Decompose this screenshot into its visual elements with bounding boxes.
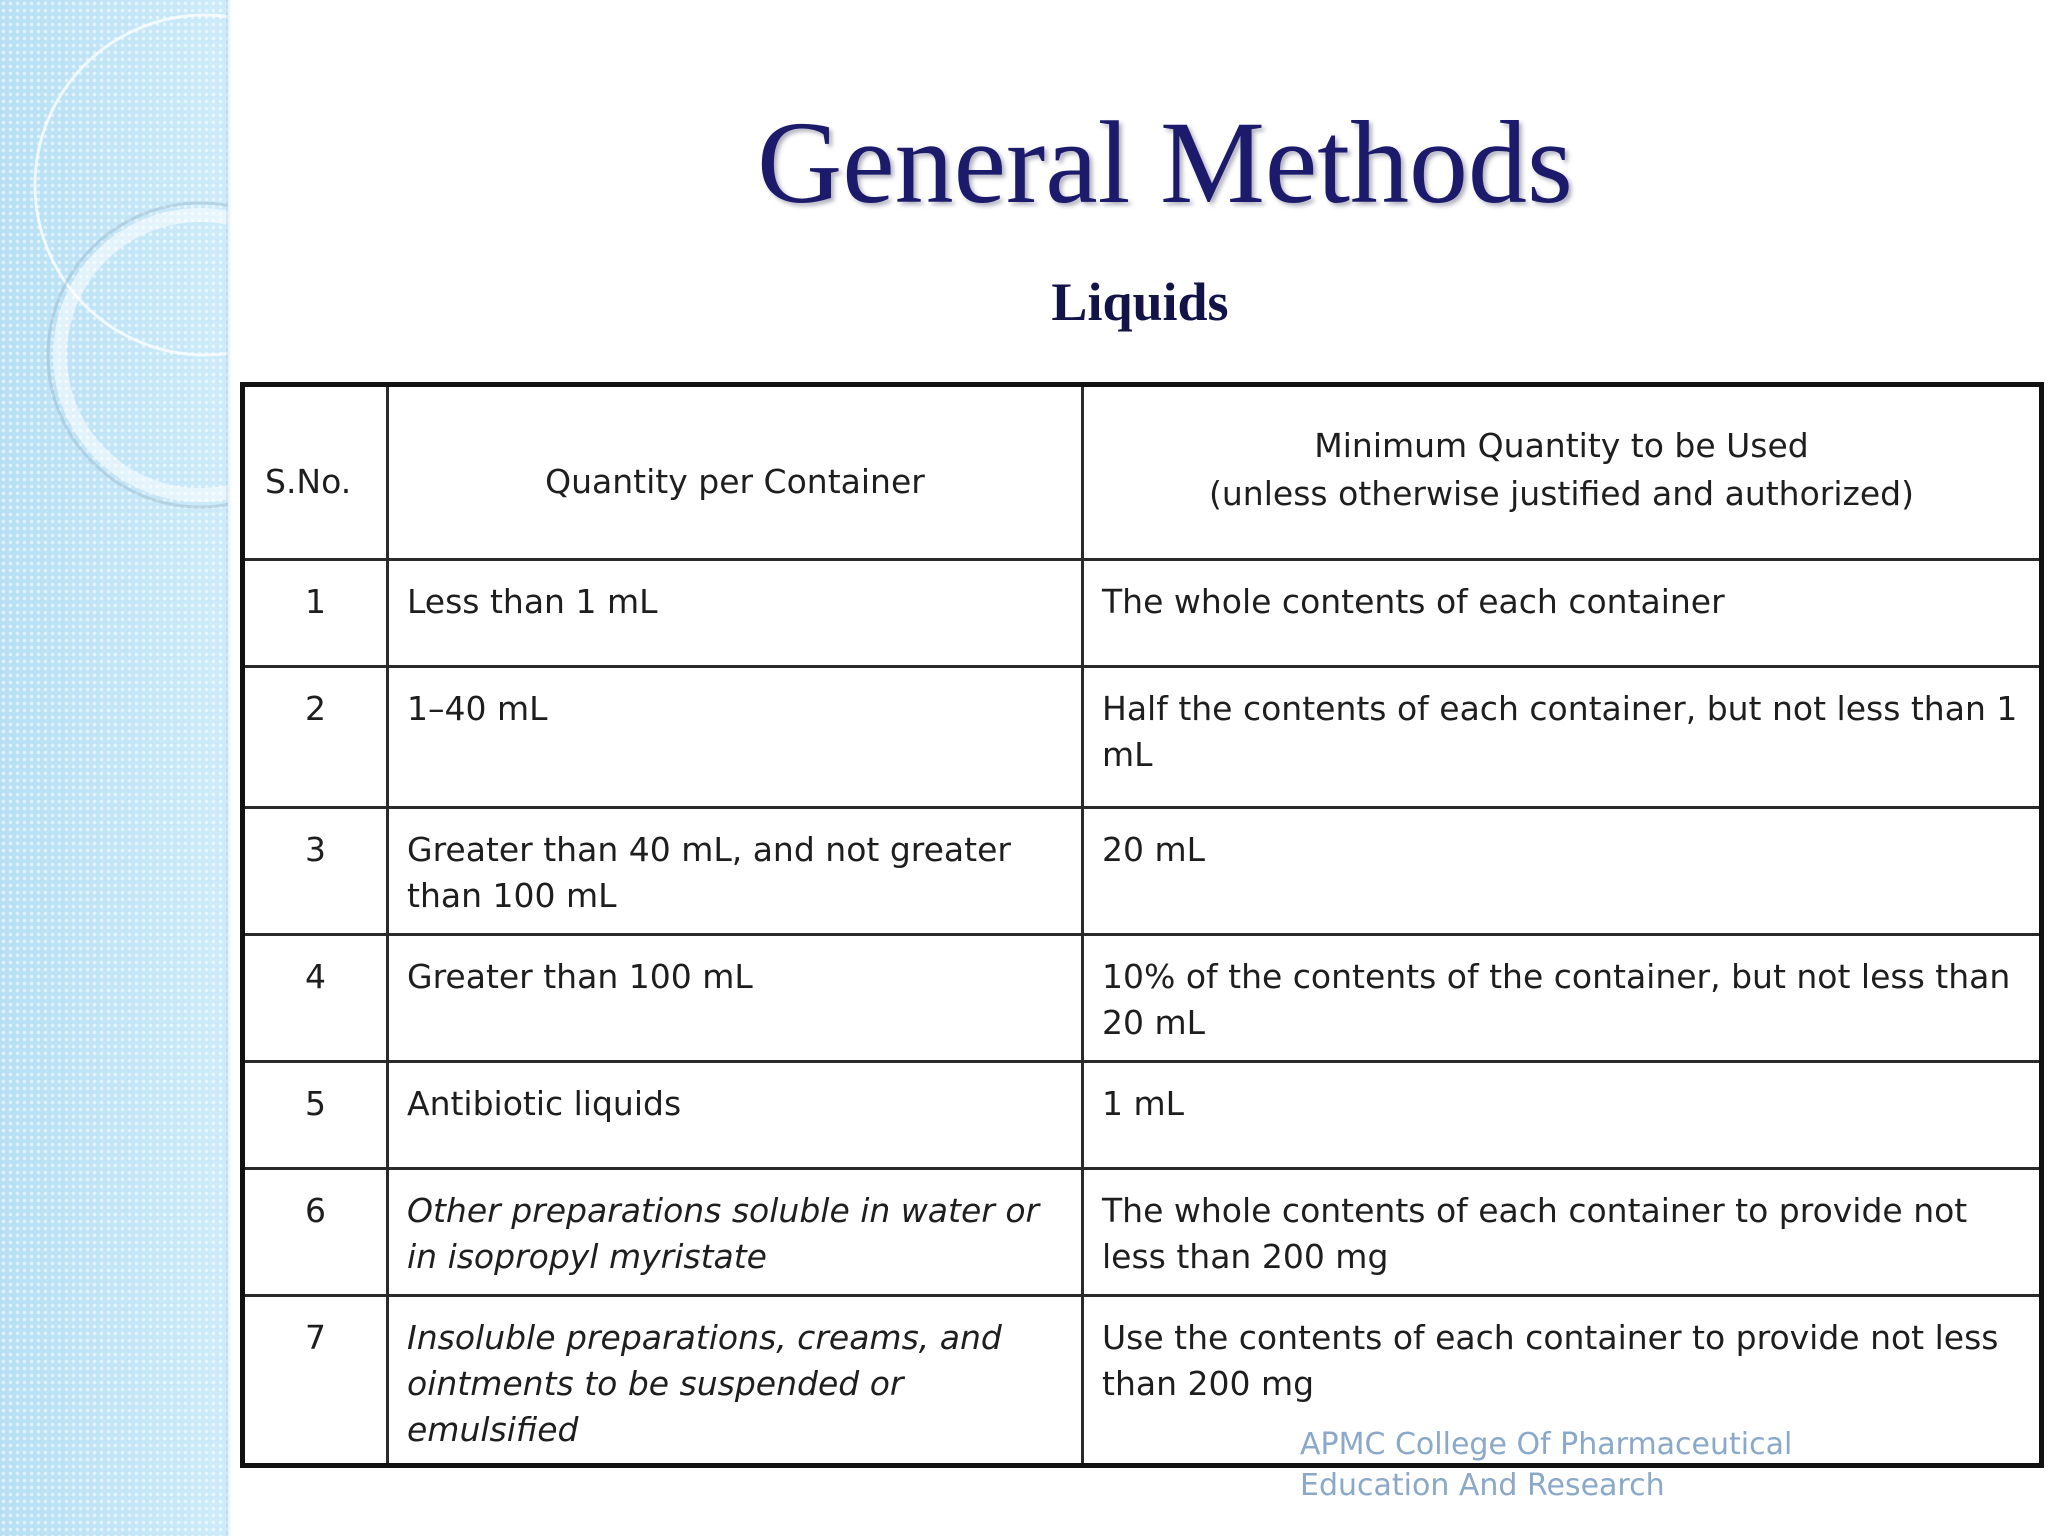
cell-quantity: 1–40 mL	[388, 667, 1083, 808]
cell-minimum: Half the contents of each container, but not less than 1 mL	[1083, 667, 2042, 808]
cell-quantity: Insoluble preparations, creams, and ointments to be suspended or emulsified	[388, 1296, 1083, 1466]
cell-sno: 6	[243, 1169, 388, 1296]
table-row	[243, 560, 2042, 667]
decorative-side-band	[0, 0, 228, 1536]
cell-quantity: Other preparations soluble in water or in isopropyl myristate	[388, 1169, 1083, 1296]
footer-institution	[1300, 1424, 1860, 1506]
table-row	[243, 935, 2042, 1062]
header-minimum-line2: (unless otherwise justified and authorized)	[1209, 474, 1914, 513]
cell-sno: 2	[243, 667, 388, 808]
cell-sno: 7	[243, 1296, 388, 1466]
cell-minimum: 10% of the contents of the container, but not less than 20 mL	[1083, 935, 2042, 1062]
cell-quantity: Antibiotic liquids	[388, 1062, 1083, 1169]
cell-minimum: Use the contents of each container to provide not less than 200 mg	[1083, 1296, 2042, 1466]
table-row	[243, 667, 2042, 808]
table-row	[243, 808, 2042, 935]
table-header-row	[243, 385, 2042, 560]
header-quantity: Quantity per Container	[388, 385, 1083, 560]
decorative-rings	[0, 0, 228, 1536]
cell-minimum: 1 mL	[1083, 1062, 2042, 1169]
footer-line-2: Education And Research	[1300, 1468, 1665, 1503]
cell-quantity: Less than 1 mL	[388, 560, 1083, 667]
slide-subtitle: Liquids	[1051, 272, 1229, 332]
header-sno: S.No.	[243, 385, 388, 560]
header-minimum	[1083, 385, 2042, 560]
table-row	[243, 1169, 2042, 1296]
cell-sno: 5	[243, 1062, 388, 1169]
side-band-edge	[226, 0, 232, 1536]
slide-title: General Methods	[757, 97, 1573, 228]
cell-minimum: The whole contents of each container to provide not less than 200 mg	[1083, 1169, 2042, 1296]
liquids-table	[240, 382, 2044, 1468]
cell-quantity: Greater than 40 mL, and not greater than 100 mL	[388, 808, 1083, 935]
cell-sno: 1	[243, 560, 388, 667]
cell-minimum: 20 mL	[1083, 808, 2042, 935]
cell-sno: 3	[243, 808, 388, 935]
footer-line-1: APMC College Of Pharmaceutical	[1300, 1427, 1793, 1462]
header-minimum-line1: Minimum Quantity to be Used	[1314, 426, 1809, 465]
cell-quantity: Greater than 100 mL	[388, 935, 1083, 1062]
cell-sno: 4	[243, 935, 388, 1062]
cell-minimum: The whole contents of each container	[1083, 560, 2042, 667]
table-row	[243, 1062, 2042, 1169]
